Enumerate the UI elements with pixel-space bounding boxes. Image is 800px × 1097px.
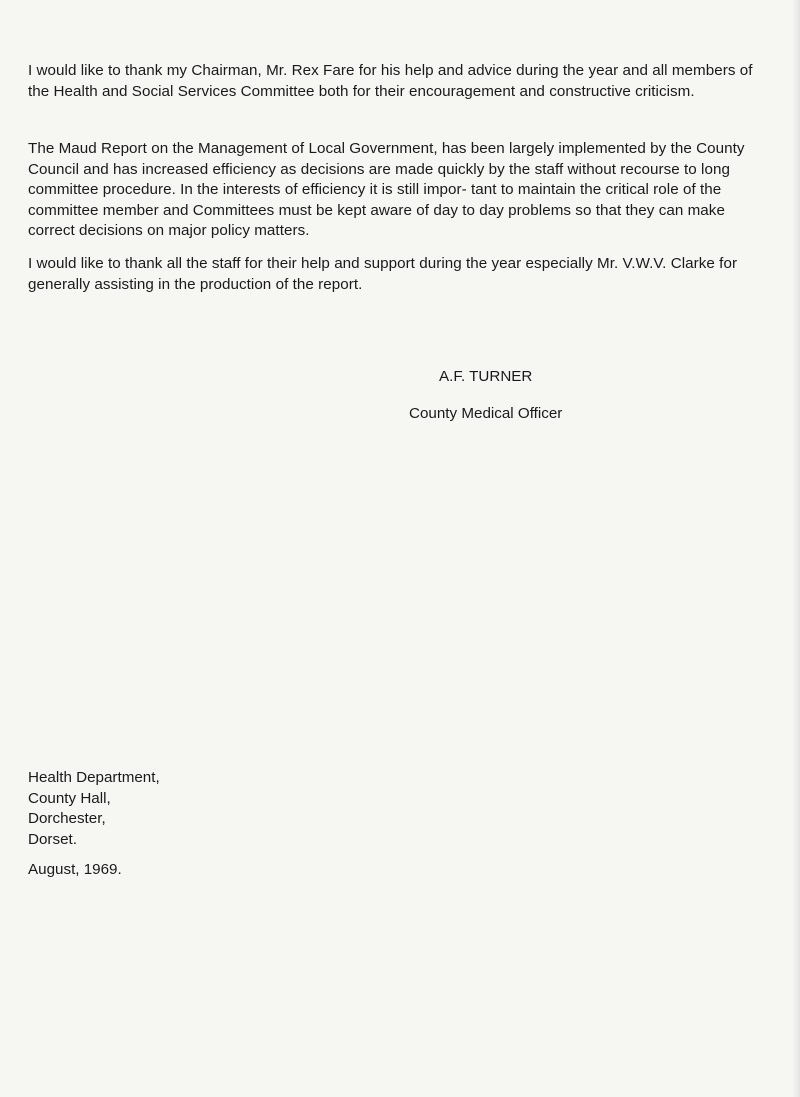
signature-title: County Medical Officer — [409, 405, 563, 422]
signature-name: A.F. TURNER — [439, 368, 533, 385]
address-line: Dorchester, — [28, 810, 106, 827]
paragraph-thanks-staff: I would like to thank all the staff for their help and support during the year especially Mr. V.W.V. Clarke for generally assisting in the production of the report. — [28, 255, 738, 293]
paragraph-maud-report: The Maud Report on the Management of Local Government, has been largely implemented by the County Council and has increased efficiency as decisions are made quickly by the staff without recourse to long committee procedure. In the interests of efficiency it is still impor- tant to maintain the critical role of the committee member and Committees must be kept aware of day to day problems so that they can make correct decisions on major policy matters. — [28, 140, 745, 240]
paragraph-thanks-chairman: I would like to thank my Chairman, Mr. Rex Fare for his help and advice during the year and all members of the Health and Social Services Committee both for their encouragement and constructive criticism. — [28, 62, 753, 100]
address-line: Health Department, — [28, 769, 160, 786]
address-line: County Hall, — [28, 789, 111, 807]
address-block — [28, 768, 160, 850]
address-line: Dorset. — [28, 830, 77, 848]
document-date: August, 1969. — [28, 861, 122, 878]
page-edge-shadow — [792, 0, 800, 1097]
